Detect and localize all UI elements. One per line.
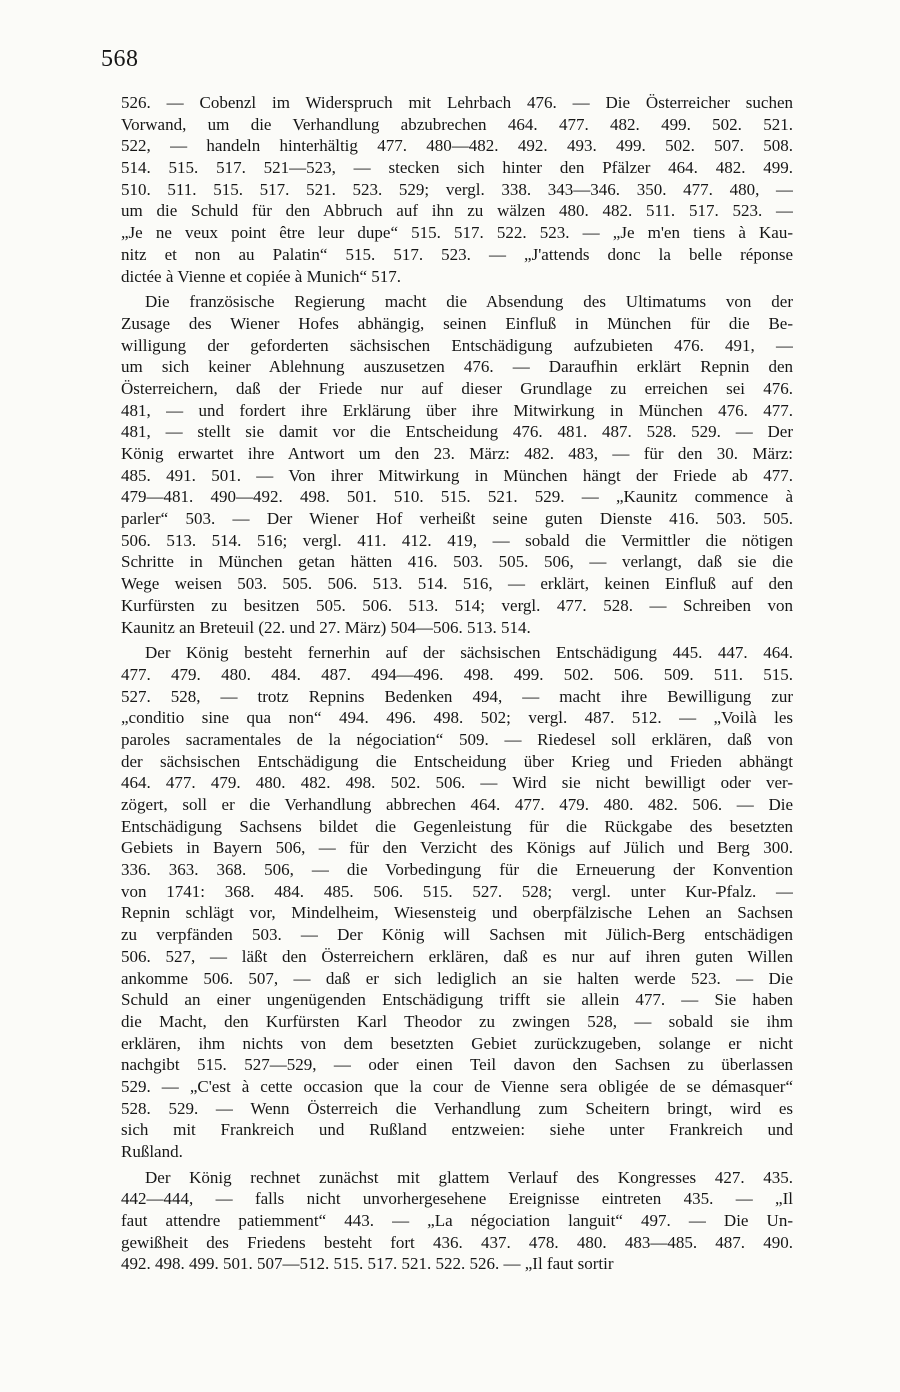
text-line: Schuld an einer ungenügenden Entschädigung trifft sie allein 477. — Sie haben <box>121 990 793 1010</box>
text-line: parler“ 503. — Der Wiener Hof verheißt seine guten Dienste 416. 503. 505. <box>121 509 793 529</box>
text-line: Rußland. <box>121 1142 183 1161</box>
text-line: König erwartet ihre Antwort um den 23. März: 482. 483, — für den 30. März: <box>121 444 793 463</box>
index-paragraph <box>121 1167 793 1275</box>
text-line: 510. 511. 515. 517. 521. 523. 529; vergl. 338. 343—346. 350. 477. 480, — <box>121 179 793 199</box>
text-line: 527. 528, — trotz Repnins Bedenken 494, — macht ihre Bewilligung zur <box>121 686 793 706</box>
text-line: 481, — und fordert ihre Erklärung über ihre Mitwirkung in München 476. 477. <box>121 400 793 420</box>
text-line: nitz et non au Palatin“ 515. 517. 523. — „J'attends donc la belle réponse <box>121 244 793 264</box>
text-line: die Macht, den Kurfürsten Karl Theodor zu zwingen 528, — sobald sie ihm <box>121 1011 793 1031</box>
text-line: der sächsischen Entschädigung die Entscheidung über Krieg und Frieden abhängt <box>121 751 793 771</box>
text-line: 464. 477. 479. 480. 482. 498. 502. 506. — Wird sie nicht bewilligt oder ver- <box>121 773 793 793</box>
text-line: 528. 529. — Wenn Österreich die Verhandlung zum Scheitern bringt, wird es <box>121 1098 793 1118</box>
text-line: „Je ne veux point être leur dupe“ 515. 517. 522. 523. — „Je m'en tiens à Kau- <box>121 223 793 243</box>
text-line: Die französische Regierung macht die Absendung des Ultimatums von der <box>145 292 793 312</box>
text-line: willigung der geforderten sächsischen Entschädigung aufzubieten 476. 491, — <box>121 335 793 355</box>
index-paragraph <box>121 291 793 638</box>
text-line: Schritte in München getan hätten 416. 503. 505. 506, — verlangt, daß sie die <box>121 552 793 572</box>
text-line: um die Schuld für den Abbruch auf ihn zu wälzen 480. 482. 511. 517. 523. — <box>121 201 793 221</box>
text-line: 514. 515. 517. 521—523, — stecken sich hinter den Pfälzer 464. 482. 499. <box>121 158 793 178</box>
text-line: 481, — stellt sie damit vor die Entscheidung 476. 481. 487. 528. 529. — Der <box>121 422 793 442</box>
text-line: Wege weisen 503. 505. 506. 513. 514. 516, — erklärt, keinen Einfluß auf den <box>121 574 793 594</box>
index-paragraph <box>121 642 793 1163</box>
text-line: 522, — handeln hinterhältig 477. 480—482. 492. 493. 499. 502. 507. 508. <box>121 136 793 156</box>
text-line: Kaunitz an Breteuil (22. und 27. März) 504—506. 513. 514. <box>121 617 531 637</box>
index-text <box>121 92 793 1279</box>
text-line: 336. 363. 368. 506, — die Vorbedingung für die Erneuerung der Konvention <box>121 860 793 880</box>
text-line: dictée à Vienne et copiée à Munich“ 517. <box>121 266 401 286</box>
text-line: Gebiets in Bayern 506, — für den Verzicht des Königs auf Jülich und Berg 300. <box>121 838 793 858</box>
text-line: 477. 479. 480. 484. 487. 494—496. 498. 499. 502. 506. 509. 511. 515. <box>121 664 793 684</box>
index-paragraph <box>121 92 793 287</box>
text-line: Österreichern, daß der Friede nur auf dieser Grundlage zu erreichen sei 476. <box>121 378 793 398</box>
text-line: zu verpfänden 503. — Der König will Sachsen mit Jülich-Berg entschädigen <box>121 925 793 945</box>
text-line: nachgibt 515. 527—529, — oder einen Teil davon den Sachsen zu überlassen <box>121 1055 793 1075</box>
page-number: 568 <box>101 46 139 72</box>
text-line: Der König besteht fernerhin auf der sächsischen Entschädigung 445. 447. 464. <box>145 643 793 663</box>
text-line: erklären, ihm nichts von dem besetzten Gebiet zurückzugeben, solange er nicht <box>121 1033 793 1053</box>
text-line: sich mit Frankreich und Rußland entzweien: siehe unter Frankreich und <box>121 1120 793 1140</box>
text-line: faut attendre patiemment“ 443. — „La négociation languit“ 497. — Die Un- <box>121 1211 793 1231</box>
text-line: Vorwand, um die Verhandlung abzubrechen 464. 477. 482. 499. 502. 521. <box>121 114 793 134</box>
text-line: Entschädigung Sachsens bildet die Gegenleistung für die Rückgabe des besetzten <box>121 816 793 836</box>
text-line: Repnin schlägt vor, Mindelheim, Wiesensteig und oberpfälzische Lehen an Sachsen <box>121 903 793 923</box>
text-line: 442—444, — falls nicht unvorhergesehene Ereignisse eintreten 435. — „Il <box>121 1189 793 1209</box>
text-line: 526. — Cobenzl im Widerspruch mit Lehrbach 476. — Die Österreicher suchen <box>121 93 793 112</box>
text-line: 529. — „C'est à cette occasion que la cour de Vienne sera obligée de se démasquer“ <box>121 1076 793 1096</box>
text-line: von 1741: 368. 484. 485. 506. 515. 527. 528; vergl. unter Kur-Pfalz. — <box>121 881 793 901</box>
text-line: zögert, soll er die Verhandlung abbrechen 464. 477. 479. 480. 482. 506. — Die <box>121 795 793 814</box>
text-line: 506. 513. 514. 516; vergl. 411. 412. 419, — sobald die Vermittler die nötigen <box>121 530 793 550</box>
text-line: Der König rechnet zunächst mit glattem Verlauf des Kongresses 427. 435. <box>145 1167 793 1187</box>
text-line: ankomme 506. 507, — daß er sich lediglich an sie halten werde 523. — Die <box>121 968 793 988</box>
text-line: „conditio sine qua non“ 494. 496. 498. 502; vergl. 487. 512. — „Voilà les <box>121 708 793 728</box>
text-line: 479—481. 490—492. 498. 501. 510. 515. 521. 529. — „Kaunitz commence à <box>121 487 793 507</box>
text-line: Zusage des Wiener Hofes abhängig, seinen Einfluß in München für die Be- <box>121 313 793 333</box>
text-line: 492. 498. 499. 501. 507—512. 515. 517. 521. 522. 526. — „Il faut sortir <box>121 1254 614 1274</box>
text-line: um sich keiner Ablehnung auszusetzen 476. — Daraufhin erklärt Repnin den <box>121 357 793 377</box>
text-line: Kurfürsten zu besitzen 505. 506. 513. 514; vergl. 477. 528. — Schreiben von <box>121 595 793 615</box>
text-line: 506. 527, — läßt den Österreichern erklären, daß es nur auf ihren guten Willen <box>121 946 793 966</box>
text-line: gewißheit des Friedens besteht fort 436. 437. 478. 480. 483—485. 487. 490. <box>121 1232 793 1252</box>
text-line: 485. 491. 501. — Von ihrer Mitwirkung in München hängt der Friede ab 477. <box>121 465 793 485</box>
text-line: paroles sacramentales de la négociation“ 509. — Riedesel soll erklären, daß von <box>121 729 793 749</box>
